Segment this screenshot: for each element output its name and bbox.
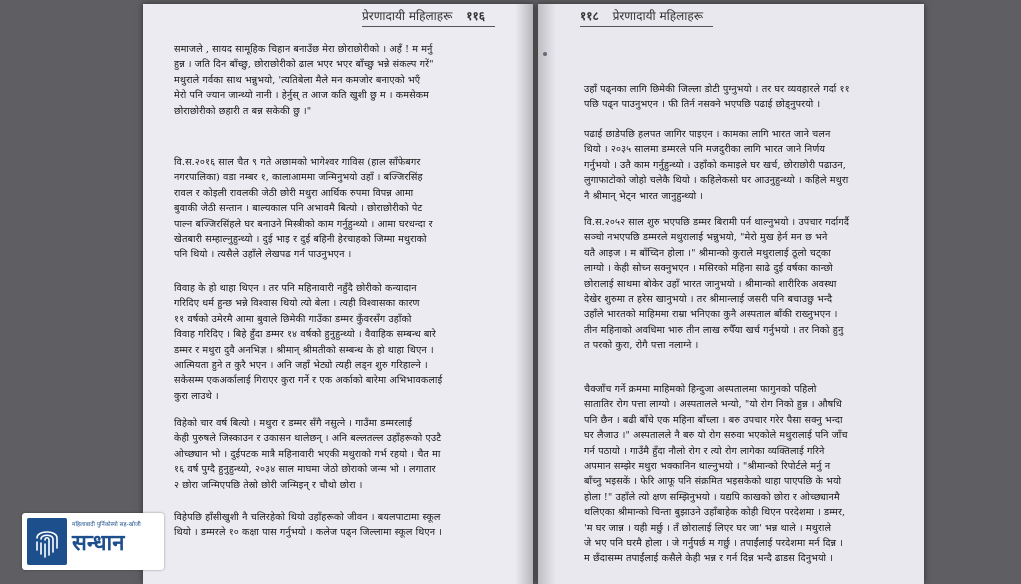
text-line: छोराछोरीको छहारी त बन्न सकेकी छु ।" xyxy=(174,105,312,117)
paragraph xyxy=(174,416,441,493)
left-page-number: ११६ xyxy=(466,9,485,23)
text-line: 'म घर जान्न । यही मर्छु । तँ छोरालाई लिएर घर जा' भन्न थाले । मथुराले xyxy=(584,522,832,534)
text-line: नगरपालिका) वडा नम्बर १, कालाआममा जन्मिनुभयो उहाँ । बज्जिरसिंह xyxy=(174,172,423,184)
page-gutter-shadow xyxy=(515,4,533,584)
text-line: लुगाफाटोको जोहो चलेकै थियो । कहिलेकसो घर आउनुहुन्थ्यो । कहिले मथुरा xyxy=(584,175,849,187)
text-line: चैक्जाँच गर्ने क्रममा माहिमको हिन्दुजा अस्पतालमा फागुनको पहिलो xyxy=(584,384,817,395)
text-line: लाग्यो । केही सोच्न सक्नुभएन । मसिरको महिना साढे दुई वर्षका कान्छो xyxy=(584,263,833,275)
paragraph xyxy=(584,82,850,113)
logo-name: सन्धान xyxy=(72,531,125,556)
text-line: विवाह गरिदिए । बिहे हुँदा डम्मर १४ वर्षको हुनुहुन्थ्यो । वैवाहिक सम्बन्ध बारे xyxy=(174,329,436,341)
text-line: ११ वर्षको उमेरमै आमा बुवाले छिमेकी गाउँका डम्मर कुँवरसँग उहाँको xyxy=(174,313,412,325)
left-running-header xyxy=(362,7,495,24)
text-line: अपमान सम्झेर मथुरा भक्कानिन थाल्नुभयो । "श्रीमान्को रिपोर्टले मर्नु न xyxy=(584,461,831,473)
text-line: पाल्न बज्जिरसिंहले घर बनाउने मिस्त्रीको काम गर्नुहुन्थ्यो । आमा घरधन्दा र xyxy=(174,218,433,230)
text-line: नै श्रीमान् भेट्न भारत जानुहुन्थ्यो । xyxy=(584,190,704,202)
text-line: रावल र कोइली रावलकी जेठी छोरी मथुरा आर्थिक रुपमा विपन्न आमा xyxy=(174,187,414,199)
left-running-title: प्रेरणादायी महिलाहरू xyxy=(361,9,453,23)
text-line: पछि पढ्न पाउनुभएन । फी तिर्न नसक्ने भएपछि पढाई छोड्नुपरयो । xyxy=(584,99,821,111)
text-line: समाजले , सायद सामूहिक चिहान बनाउँछ मेरा छोराछोरीको । अहँ ! म मर्नु xyxy=(174,44,433,55)
text-line: बुवाकी जेठी सन्तान । बाल्यकाल पनि अभावमै बित्यो । छोराछोरीको पेट xyxy=(174,203,423,215)
text-line: डम्मर र मथुरा दुवै अनभिज्ञ । श्रीमान् श्रीमतीको सम्बन्ध के हो थाहा थिएन । xyxy=(174,344,434,356)
text-line: पढाई छाडेपछि हलपत जागिर पाइएन । कामका लागि भारत जाने चलन xyxy=(584,129,831,140)
fingerprint-icon xyxy=(27,518,67,565)
text-line: २ छोरा जन्मिएपछि तेस्रो छोरी जन्मिइन् र चौथो छोरा । xyxy=(174,479,363,491)
right-running-header xyxy=(580,7,713,24)
logo-tagline: महिलाबादी पुर्निकोस्यो सह-खोजी xyxy=(72,522,141,528)
text-line: मेरो पनि ज्यान जान्थ्यो नानी । हेर्नुस् त आज कति खुशी छु म । कमसेकम xyxy=(174,90,429,102)
header-rule xyxy=(580,26,713,27)
text-line: थियो । २०३५ सालमा डम्मरले पनि मजदुरीका लागि भारत जाने निर्णय xyxy=(584,144,826,156)
text-line: होला !" उहाँले त्यो क्षण सम्झिनुभयो । यद्यपि काखको छोरा र ओच्छ्यानमै xyxy=(584,491,840,503)
text-line: केही पुरुषले जिस्काउन र उकासन थालेछन् । अनि बल्लतल्ल उहाँहरूको एउटै xyxy=(174,433,442,445)
page-gutter-shadow xyxy=(538,4,556,584)
text-line: विवाह के हो थाहा थिएन । तर पनि महिनावारी नहुँदै छोरीको कन्यादान xyxy=(174,283,417,294)
text-line: हुन्न । जति दिन बाँच्छु, छोराछोरीको ढाल भएर भएर बाँच्छु भन्ने संकल्प गरें" xyxy=(174,59,434,71)
paragraph xyxy=(174,510,442,541)
text-line: बाँच्नु भइसकें । फेरि आफू पनि संक्रमित भइसकेको थाहा पाएपछि के भयो xyxy=(584,476,842,488)
text-line: पनि थियो । त्यसैले उहाँले लेखपढ गर्न पाउनुभएन । xyxy=(174,249,352,261)
text-line: उहाँ पढ्नका लागि छिमेकी जिल्ला डोटी पुग्नुभयो । तर घर व्यवहारले गर्दा ११ xyxy=(584,84,850,95)
text-line: मथुराले गर्वका साथ भन्नुभयो, 'त्यतिबेला मैले मन कमजोर बनाएको भएँ xyxy=(174,74,421,86)
text-line: आत्मियता हुने त कुरै भएन । अनि जहाँ भेट्यो त्यही लड्न शुरु गरिहाल्ने । xyxy=(174,360,428,372)
paragraph xyxy=(174,42,434,119)
paragraph xyxy=(174,281,442,404)
text-line: गरिदिए धर्म हुन्छ भन्ने विश्वास थियो त्यो बेला । त्यही विश्वासका कारण xyxy=(174,298,420,310)
text-line: गर्नुभयो । उतै काम गर्नुहुन्थ्यो । उहाँको कमाइले घर खर्च, छोराछोरी पढाउन, xyxy=(584,159,846,171)
text-line: थलिएका श्रीमान्को चिन्ता बुझाउने उहाँबाहेक कोही थिएन परदेशमा । डम्मर, xyxy=(584,507,846,519)
text-line: घर लैजाउ ।" अस्पतालले नै बरु यो रोग सरुवा भएकोले मथुरालाई पनि जाँच xyxy=(584,430,848,442)
text-line: १६ वर्ष पुग्दै हुनुहुन्थ्यो, २०३४ साल माघमा जेठो छोराको जन्म भो । लगातार xyxy=(174,464,436,476)
text-line: ओच्छ्यान भो । दुईपटक मात्रै महिनावारी भएकी मथुराको गर्भ रहयो । चैत मा xyxy=(174,448,441,460)
text-line: जे भए पनि घरमै होला । जे गर्नुपर्छ म गर्छु । तपाईंलाई परदेशमा मर्न दिन्न । xyxy=(584,538,843,550)
text-line: म छँदासम्म तपाईंलाई कसैले केही भन्न र गर्न दिन्न भन्दै ढाडस दिनुभयो । xyxy=(584,553,833,565)
text-line: छोरालाई साथमा बोकेर उहाँ भारत जानुभयो । श्रीमान्को शारीरिक अवस्था xyxy=(584,278,837,290)
text-line: वि.स.२०५२ साल शुरु भएपछि डम्मर बिरामी पर्न थाल्नुभयो । उपचार गर्दागर्दै xyxy=(584,217,850,228)
text-line: तीन महिनाको अवधिमा भारु तीन लाख रुपैँया खर्च गर्नुभयो । तर निको हुनु xyxy=(584,324,844,336)
scan-speck xyxy=(543,52,547,56)
text-line: विहेको चार वर्ष बित्यो । मथुरा र डम्मर सँगै नसुत्ने । गाउँमा डम्मरलाई xyxy=(174,418,413,429)
text-line: खेतबारी सम्हाल्नुहुन्थ्यो । दुई भाइ र दुई बहिनी हेरचाहको जिम्मा मथुराको xyxy=(174,234,427,246)
text-line: सञ्चो नभएपछि डम्मरले मथुरालाई भन्नुभयो, "मेरो मुख हेर्न मन छ भने xyxy=(584,232,828,244)
text-line: थियो । डम्मरले १० कक्षा पास गर्नुभयो । कलेज पढ्न जिल्लामा स्कूल थिएन । xyxy=(174,527,443,539)
header-rule xyxy=(362,26,495,27)
text-line: गर्न पठायो । गाउँमै हुँदा नौलो रोग र त्यो रोग लागेका व्यक्तिलाई गरिने xyxy=(584,445,825,457)
paragraph xyxy=(174,155,433,263)
text-line: उहाँले भारतको माहिममा राम्रा भनिएका कुनै अस्पताल बाँकी राख्नुभएन । xyxy=(584,309,838,321)
text-line: सकेसम्म एकअर्कालाई गिराएर कुरा गर्ने र एक अर्काको बारेमा अभिभावकलाई xyxy=(174,375,443,387)
paragraph xyxy=(584,127,848,204)
text-line: वि.स.२०१६ साल चैत ९ गते अछामको भागेश्वर गाविस (हाल साँफेबगर xyxy=(174,157,421,168)
text-line: त परको कुरा, रोगै पत्ता नलाग्ने । xyxy=(584,340,699,352)
text-line: कुरा लाउथे । xyxy=(174,390,219,402)
text-line: विहेपछि हाँसीखुशी नै चलिरहेको थियो उहाँहरूको जीवन । बयलपाटामा स्कूल xyxy=(174,512,441,523)
right-running-title: प्रेरणादायी महिलाहरू xyxy=(612,9,704,23)
left-page xyxy=(143,4,533,584)
right-page xyxy=(538,4,924,584)
text-line: सातातिर रोग पत्ता लाग्यो । अस्पतालले भन्यो, "यो रोग निको हुन्न । औषधि xyxy=(584,399,842,411)
text-line: पनि छैन । बढी बाँचे एक महिना बाँच्ला । बरु उपचार गरेर पैसा सक्नु भन्दा xyxy=(584,414,843,426)
paragraph xyxy=(584,382,848,567)
text-line: यतै आइज । म बाँच्दिन होला ।" श्रीमान्को कुराले मथुरालाई ठूलो चट्का xyxy=(584,247,831,259)
text-line: देखेर शुरुमा त हरेस खानुभयो । तर श्रीमान्लाई जसरी पनि बचाउछु भन्दै xyxy=(584,294,833,306)
paragraph xyxy=(584,215,849,354)
right-page-number: ११८ xyxy=(580,9,599,23)
sandhan-logo xyxy=(22,513,164,570)
